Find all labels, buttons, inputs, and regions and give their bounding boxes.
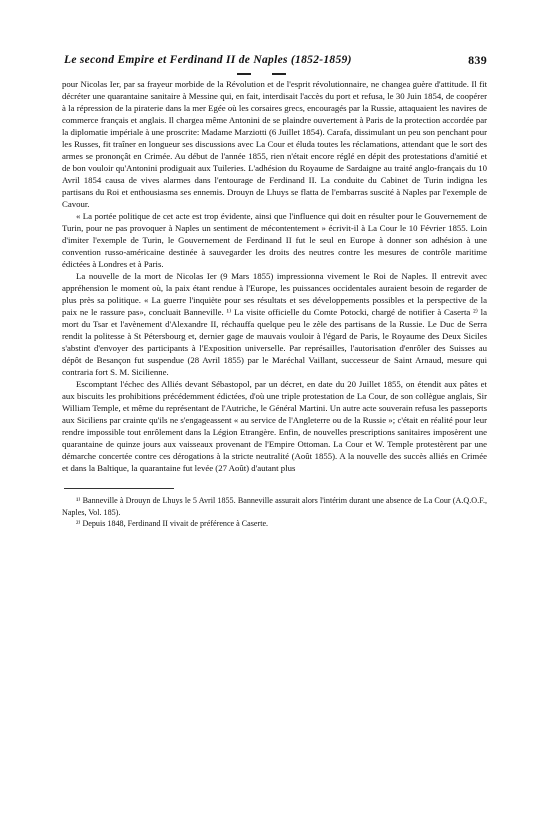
paragraph-4: Escomptant l'échec des Alliés devant Sébastopol, par un décret, en date du 20 Juillet 1855, on étendit aux pâtes et aux biscuits les prohibitions précédemment édictées, d'où une triple protestation de La Cour, de son collègue anglais, Sir William Temple, et même du représentant de l'Autriche, le Général Martini. Un autre acte souverain refusa les passeports aux Siciliens par crainte qu'ils ne s'engageassent « au service de l'Angleterre ou de la Russie »; c'était en réalité pour leur rendre impossible tout enrôlement dans la Légion Etrangère. Enfin, de nouvelles prescriptions sanitaires imposèrent une quarantaine de quinze jours aux vaisseaux provenant de l'Empire Ottoman. La Cour et W. Temple protestèrent par une démarche concertée contre ces dérogations à la stricte neutralité (Août 1855). A la nouvelle des succès alliés en Crimée et dans la Baltique, la quarantaine fut levée (27 Août) d'autant plus (62, 379, 487, 473)
footnote-divider (64, 488, 174, 489)
running-title: Le second Empire et Ferdinand II de Naples (1852-1859) (64, 54, 352, 66)
body-text (62, 78, 487, 474)
running-head (62, 50, 487, 72)
footnote-1: ¹⁾ Banneville à Drouyn de Lhuys le 5 Avril 1855. Banneville assurait alors l'intérim durant une absence de La Cour (A.Q.O.F., Naples, Vol. 185). (62, 496, 487, 517)
paragraph-1: pour Nicolas Ier, par sa frayeur morbide de la Révolution et de l'esprit révolutionnaire, ne changea guère d'attitude. Il fit décréter une quarantaine sanitaire à Messine qui, en fait, interdisait l'accès du port et refusa, le 30 Juin 1854, de coopérer à la répression de la piraterie dans la mer Egée où les corsaires grecs, encouragés par la Russie, attaquaient les navires de commerce français et anglais. Il chargea même Antonini de se plaindre ouvertement à Paris de la protection accordée par la diplomatie impériale à une proscrite: Madame Marziotti (6 Juillet 1854). Carafa, dissimulant un peu son penchant pour les Russes, fit traîner en longueur ses discussions avec La Cour et éluda toutes les réclamations, attendant que le sort des armes se prononçât en Crimée. Au début de l'année 1855, rien n'était encore réglé en dépit des protestations d'amitié et de bon vouloir qu'Antonini prodiguait aux Tuileries. L'adhésion du Royaume de Sardaigne au traité anglo-français du 10 Avril 1854 causa de vives alarmes dans l'entourage de Ferdinand II. La conduite du Cabinet de Turin indigna les partisans du Roi et enthousiasma ses ennemis. Drouyn de Lhuys se flatta de l'embarras suscité à Naples par l'exemple de Cavour. (62, 79, 487, 209)
paragraph-3: La nouvelle de la mort de Nicolas Ier (9 Mars 1855) impressionna vivement le Roi de Naples. Il entrevit avec appréhension le moment où, la paix étant rendue à l'Europe, les puissances occidentales auraient besoin de regarder de plus près sa politique. « La guerre l'inquiète pour ses résultats et ses développements possibles et la perspective de la paix ne le rassure pas», concluait Banneville. ¹⁾ La visite officielle du Comte Potocki, chargé de notifier à Caserta ²⁾ la mort du Tsar et l'avènement d'Alexandre II, réchauffa quelque peu le zèle des partisans de la Russie. Le Duc de Serra rendit la politesse à St Pétersbourg et, dernier gage de mauvais vouloir à l'égard de Paris, le Royaume des Deux Siciles s'abstint d'envoyer des participants à l'Exposition universelle. Par représailles, l'autorisation d'enrôler des Suisses au dépôt de Besançon fut suspendue (28 Avril 1855) par le Maréchal Vaillant, successeur de Saint Arnaud, mesure qui contraria fort S. M. Sicilienne. (62, 271, 487, 377)
page-number: 839 (468, 53, 487, 67)
header-dashes (62, 72, 487, 78)
footnote-2: ²⁾ Depuis 1848, Ferdinand II vivait de préférence à Caserte. (76, 519, 269, 528)
paragraph-2: « La portée politique de cet acte est trop évidente, ainsi que l'influence qui doit en résulter pour le Gouvernement de Turin, pour ne pas provoquer à Naples un sentiment de mécontentement » écrivit-il à La Cour le 10 Février 1855. Loin d'imiter l'exemple de Turin, le Gouvernement de Ferdinand II fut le seul en Europe à donner son adhésion à une convention russo-américaine destinée à sauvegarder les droits des neutres contre les mesures de contrôle maritime édictées à Londres et à Paris. (62, 211, 487, 269)
footnotes (62, 495, 487, 530)
document-page (62, 50, 487, 530)
